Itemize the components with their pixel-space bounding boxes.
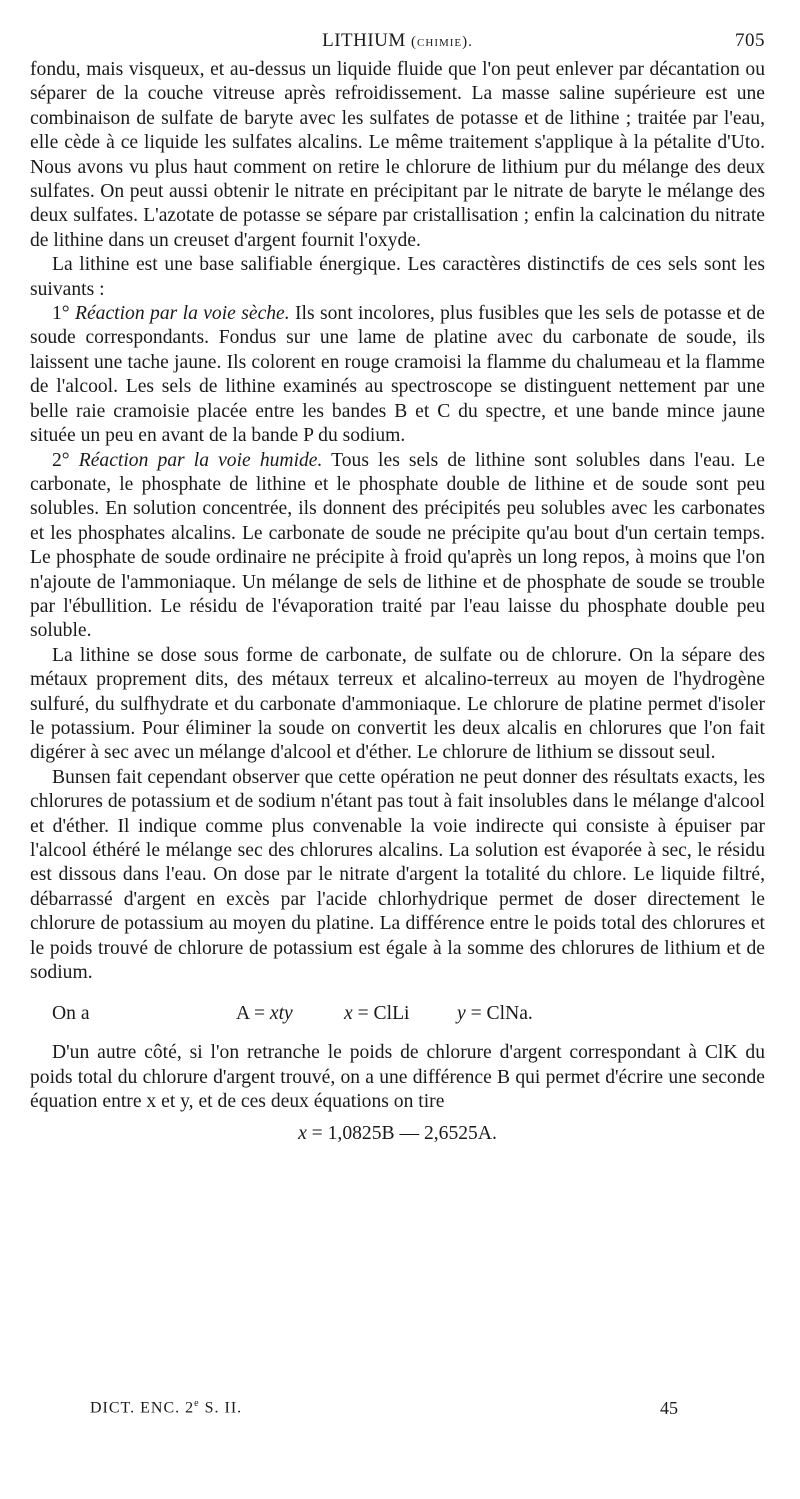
paragraph-1: fondu, mais visqueux, et au-dessus un liquide fluide que l'on peut enlever par décantation ou séparer de la couche vitreuse après refroidissement. La masse saline supérieure est une combinaison de sulfate de baryte avec les sulfates de potasse et de lithine ; traitée par l'eau, elle cède à ce liquide les sulfates alcalins. Le même traitement s'applique à la pétalite d'Uto. Nous avons vu plus haut comment on retire le chlorure de lithium pur du mélange des deux sulfates. On peut aussi obtenir le nitrate en précipitant par le nitrate de baryte le mélange des deux sulfates. L'azotate de potasse se sépare par cristallisation ; enfin la calcination du nitrate de lithine dans un creuset d'argent fournit l'oxyde. — [30, 59, 765, 251]
paragraph-4-body: Tous les sels de lithine sont solubles dans l'eau. Le carbonate, le phosphate de lithine et le phosphate double de lithine et de soude sont peu solubles. En solution concentrée, ils donnent des précipités peu solubles avec les carbonates et les phosphates alcalins. Le carbonate de soude ne précipite qu'au bout d'un certain temps. Le phosphate de soude ordinaire ne précipite à froid qu'après un long repos, à moins que l'on n'ajoute de l'ammoniaque. Un mélange de sels de lithine et de phosphate de soude se trouble par l'ébullition. Le résidu de l'évaporation traité par l'eau laisse du phosphate double peu soluble. — [30, 449, 765, 642]
running-header — [30, 30, 765, 58]
paragraph-6: Bunsen fait cependant observer que cette opération ne peut donner des résultats exacts, les chlorures de potassium et de sodium n'étant pas tout à fait insolubles dans le mélange d'alcool et d'éther. Il indique comme plus convenable la voie indirecte qui consiste à épuiser par l'alcool éthéré le mélange sec des chlorures alcalins. La solution est évaporée à sec, le résidu est dissous dans l'eau. On dose par le nitrate d'argent la totalité du chlore. Le liquide filtré, débarrassé d'argent en excès par l'acide chlorhydrique permet de doser directement le chlorure de potassium au moyen du platine. La différence entre le poids total des chlorures et le poids trouvé de chlorure de potassium est égale à la somme des chlorures de lithium et de sodium. — [30, 766, 765, 984]
signature-suffix: S. II. — [199, 1399, 243, 1417]
paragraph-4-number: 2° — [52, 449, 79, 471]
paragraph-3-number: 1° — [52, 303, 76, 325]
paragraph-3-heading: Réaction par la voie sèche. — [75, 303, 290, 325]
paragraph-3 — [30, 302, 765, 448]
paragraph-4 — [30, 449, 765, 644]
signature-superscript: e — [194, 1398, 200, 1409]
equation-2 — [344, 999, 409, 1029]
printer-signature — [90, 1398, 242, 1417]
paragraph-7: D'un autre côté, si l'on retranche le poids de chlorure d'argent correspondant à ClK du poids total du chlorure d'argent trouvé, on a une différence B qui permet d'écrire une seconde équation entre x et y, et de ces deux équations on tire — [30, 1042, 765, 1113]
title-section: (chimie). — [411, 34, 473, 50]
paragraph-5: La lithine se dose sous forme de carbonate, de sulfate ou de chlorure. On la sépare des métaux proprement dits, des métaux terreux et alcalino-terreux au moyen de l'hydrogène sulfuré, du sulfhydrate et du carbonate d'ammoniaque. Le chlorure de platine permet d'isoler le potassium. Pour éliminer la soude on convertit les deux alcalis en chlorures que l'on fait digérer à sec avec un mélange d'alcool et d'éther. Le chlorure de lithium se dissout seul. — [30, 644, 765, 764]
equation-2-right: = ClLi — [352, 1003, 410, 1025]
paragraph-3-body: Ils sont incolores, plus fusibles que les sels de potasse et de soude correspondants. Fondus sur une lame de platine avec du carbonate de soude, ils laissent une tache jaune. Ils colorent en rouge cramoisi la flamme du chalumeau et la flamme de l'alcool. Les sels de lithine examinés au spectroscope se distinguent nettement par une belle raie cramoisie placée entre les bandes B et C du spectre, et une bande mince jaune située un peu en avant de la bande P du sodium. — [30, 303, 765, 447]
page-footer — [30, 1398, 765, 1422]
equation-1-left: A = — [236, 1003, 270, 1025]
document-page — [30, 30, 765, 1149]
formula-var: x — [298, 1122, 307, 1144]
equation-system — [30, 999, 765, 1029]
equation-1-var: xty — [269, 1003, 293, 1025]
formula-expression: = 1,0825B — 2,6525A. — [306, 1122, 497, 1144]
equation-3-right: = ClNa. — [465, 1003, 533, 1025]
title-main: LITHIUM — [322, 30, 406, 51]
running-title — [30, 30, 765, 52]
result-formula — [30, 1119, 765, 1149]
equation-2-var: x — [344, 1003, 353, 1025]
paragraph-4-heading: Réaction par la voie humide. — [78, 449, 323, 471]
signature-text: DICT. ENC. 2 — [90, 1399, 195, 1417]
paragraph-2: La lithine est une base salifiable énergique. Les caractères distinctifs de ces sels sont les suivants : — [30, 254, 765, 300]
body-text-continued — [30, 1041, 765, 1114]
sheet-number: 45 — [660, 1398, 678, 1418]
equation-lead: On a — [52, 1003, 90, 1025]
body-text — [30, 58, 765, 985]
equation-1 — [236, 999, 293, 1029]
equation-3 — [457, 999, 533, 1029]
equation-3-var: y — [457, 1003, 466, 1025]
page-number: 705 — [735, 30, 765, 51]
